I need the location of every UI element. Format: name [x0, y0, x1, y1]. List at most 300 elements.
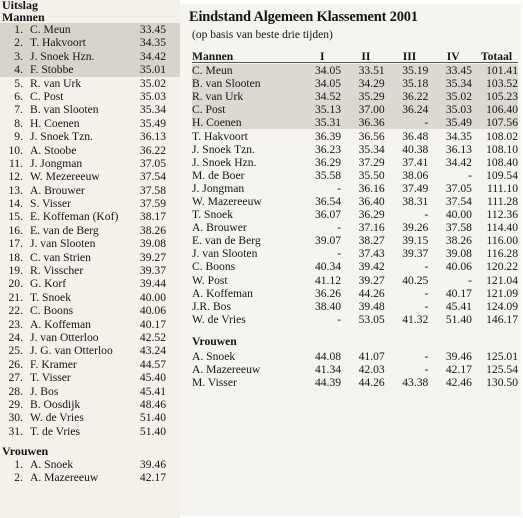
race-time: 44.39 — [314, 376, 342, 390]
race-time: 44.26 — [358, 286, 385, 300]
result-rank: 28. — [8, 384, 23, 398]
list-item — [0, 237, 180, 250]
result-name: C. Meun — [30, 23, 71, 36]
col-header-totaal: Totaal — [480, 49, 513, 63]
list-item — [0, 251, 180, 264]
list-item — [0, 458, 180, 471]
table-row — [192, 274, 518, 287]
race-time: 36.26 — [314, 286, 342, 300]
result-time: 35.02 — [139, 76, 166, 90]
result-time: 44.57 — [139, 357, 166, 371]
race-time: 36.40 — [358, 194, 385, 208]
result-rank: 23. — [8, 317, 23, 331]
athlete-name: A. Snoek — [192, 349, 236, 363]
klassement-subtitle: (op basis van beste drie tijden) — [192, 29, 333, 41]
race-time: 34.52 — [300, 90, 344, 103]
race-time: 42.17 — [445, 363, 472, 377]
result-name: G. Korf — [30, 277, 67, 291]
list-item — [0, 264, 180, 277]
table-row — [192, 247, 518, 260]
race-time: 36.24 — [388, 103, 432, 116]
result-time: 34.42 — [139, 49, 166, 63]
race-time: 39.15 — [402, 234, 429, 248]
women-heading-left: Vrouwen — [2, 444, 49, 459]
table-row — [192, 376, 518, 389]
table-row — [192, 195, 518, 208]
list-item — [0, 385, 180, 398]
result-rank: 27. — [8, 371, 23, 385]
race-time: - — [424, 260, 429, 274]
race-time: 37.58 — [445, 221, 472, 235]
col-header-3: III — [402, 49, 417, 63]
athlete-name: C. Boons — [192, 260, 236, 274]
list-item — [0, 197, 180, 210]
race-time: 33.45 — [431, 64, 475, 77]
col-header-4: IV — [446, 49, 460, 63]
total-time: 125.54 — [486, 363, 518, 377]
women-section-row — [192, 334, 518, 350]
result-rank: 13. — [8, 183, 23, 197]
race-time: 44.26 — [358, 376, 385, 390]
col-header-2: II — [361, 49, 371, 63]
result-rank: 10. — [8, 143, 23, 157]
athlete-name: A. Koffeman — [192, 286, 253, 300]
result-name: E. Koffeman (Kof) — [30, 210, 119, 224]
race-time: - — [337, 221, 342, 235]
race-time: 36.22 — [388, 90, 432, 103]
race-time: - — [337, 181, 342, 195]
athlete-name: J. van Slooten — [192, 247, 258, 261]
result-name: B. van Slooten — [30, 103, 99, 117]
race-time: 36.39 — [314, 129, 342, 143]
col-header-mannen: Mannen — [192, 49, 234, 63]
athlete-name: M. de Boer — [192, 168, 245, 182]
klassement-title: Eindstand Algemeen Klassement 2001 — [189, 9, 418, 25]
total-time: 114.40 — [486, 221, 518, 235]
result-time: 38.17 — [139, 210, 166, 224]
table-row — [192, 221, 518, 234]
athlete-name: A. Mazereeuw — [192, 363, 261, 377]
race-time: - — [424, 299, 429, 313]
list-item — [0, 50, 180, 63]
athlete-name: C. Post — [192, 103, 300, 116]
list-item — [0, 425, 180, 438]
race-time: 37.05 — [445, 181, 472, 195]
list-item — [0, 157, 180, 170]
race-time: 41.07 — [358, 349, 385, 363]
result-rank: 1. — [14, 457, 23, 471]
total-time: 108.02 — [486, 129, 518, 143]
race-time: 51.40 — [445, 312, 472, 326]
table-row — [192, 169, 518, 182]
table-row — [192, 77, 518, 90]
list-item — [0, 331, 180, 344]
table-header-row — [192, 48, 518, 64]
uitslag-heading: Uitslag — [2, 0, 38, 12]
table-row — [192, 182, 518, 195]
result-time: 40.00 — [139, 290, 166, 304]
race-time: 34.42 — [445, 155, 472, 169]
race-time: 39.08 — [445, 247, 472, 261]
result-rank: 14. — [8, 197, 23, 211]
total-time: 146.17 — [486, 312, 518, 326]
race-time: 36.48 — [402, 129, 429, 143]
race-time: 35.34 — [358, 142, 385, 156]
result-time: 39.37 — [139, 264, 166, 278]
result-name: A. Snoek — [30, 457, 74, 471]
result-name: C. Post — [30, 89, 64, 103]
result-name: C. Boons — [30, 304, 74, 318]
race-time: 39.27 — [358, 273, 385, 287]
total-time: 120.22 — [486, 260, 518, 274]
race-time: 34.29 — [344, 77, 388, 90]
result-rank: 12. — [8, 170, 23, 184]
total-time: 121.09 — [486, 286, 518, 300]
race-time: 35.02 — [431, 90, 475, 103]
race-time: 34.05 — [300, 64, 344, 77]
result-name: T. Snoek — [30, 290, 72, 304]
race-time: 34.05 — [300, 77, 344, 90]
race-time: 35.50 — [358, 168, 385, 182]
result-name: A. Stoobe — [30, 143, 77, 157]
total-time: 111.10 — [486, 181, 518, 195]
table-row — [192, 260, 518, 273]
result-rank: 25. — [8, 344, 23, 358]
result-time: 37.59 — [139, 197, 166, 211]
race-time: - — [388, 116, 432, 129]
result-name: T. Hakvoort — [30, 36, 86, 50]
result-rank: 17. — [8, 237, 23, 251]
total-time: 116.00 — [486, 234, 518, 248]
list-item — [0, 224, 180, 237]
race-time: 39.48 — [358, 299, 385, 313]
race-time: 36.56 — [358, 129, 385, 143]
race-time: 43.38 — [402, 376, 429, 390]
result-rank: 4. — [14, 63, 23, 77]
race-time: - — [337, 312, 342, 326]
result-time: 35.01 — [139, 63, 166, 77]
result-name: J. Snoek Hzn. — [30, 49, 95, 63]
result-name: B. Oosdijk — [30, 397, 81, 411]
list-item — [0, 344, 180, 357]
result-rank: 31. — [8, 424, 23, 438]
result-rank: 5. — [14, 76, 23, 90]
athlete-name: H. Coenen — [192, 116, 300, 129]
total-time: 112.36 — [486, 208, 518, 222]
col-header-1: I — [319, 49, 325, 63]
list-item — [0, 77, 180, 90]
race-time: 39.46 — [445, 349, 472, 363]
table-row — [192, 64, 518, 77]
result-rank: 7. — [14, 103, 23, 117]
uitslag-clipping — [0, 0, 180, 518]
result-name: H. Coenen — [30, 116, 80, 130]
total-time: 125.01 — [486, 349, 518, 363]
table-row — [192, 313, 518, 326]
result-rank: 8. — [14, 116, 23, 130]
athlete-name: E. van de Berg — [192, 234, 261, 248]
result-rank: 24. — [8, 330, 23, 344]
table-row — [192, 116, 518, 129]
race-time: 40.38 — [402, 142, 429, 156]
list-item — [0, 471, 180, 484]
athlete-name: J. Jongman — [192, 181, 245, 195]
race-time: 45.41 — [445, 299, 472, 313]
result-rank: 2. — [14, 36, 23, 50]
result-name: F. Kramer — [30, 357, 77, 371]
result-time: 37.58 — [139, 183, 166, 197]
result-name: C. van Strien — [30, 250, 91, 264]
result-rank: 16. — [8, 223, 23, 237]
race-time: - — [468, 168, 472, 182]
list-item — [0, 291, 180, 304]
result-time: 35.34 — [139, 103, 166, 117]
men-heading-left: Mannen — [2, 9, 45, 24]
result-rank: 26. — [8, 357, 23, 371]
total-time: 103.52 — [475, 77, 518, 90]
athlete-name: R. van Urk — [192, 90, 300, 103]
result-time: 51.40 — [139, 424, 166, 438]
athlete-name: M. Visser — [192, 376, 237, 390]
result-time: 38.26 — [139, 223, 166, 237]
list-item — [0, 398, 180, 411]
list-item — [0, 144, 180, 157]
race-time: 41.34 — [314, 363, 342, 377]
race-time: - — [424, 208, 429, 222]
result-time: 51.40 — [139, 411, 166, 425]
athlete-name: J. Snoek Tzn. — [192, 142, 255, 156]
race-time: 41.12 — [314, 273, 342, 287]
race-time: 35.29 — [344, 90, 388, 103]
race-time: 40.17 — [445, 286, 472, 300]
result-name: W. de Vries — [30, 411, 84, 425]
athlete-name: W. Mazereeuw — [192, 194, 262, 208]
athlete-name: W. Post — [192, 273, 228, 287]
list-item — [0, 130, 180, 143]
race-time: 37.49 — [402, 181, 429, 195]
result-time: 36.13 — [139, 130, 166, 144]
race-time: 37.54 — [445, 194, 472, 208]
race-time: - — [424, 286, 429, 300]
list-item — [0, 184, 180, 197]
result-time: 33.45 — [139, 23, 166, 36]
result-rank: 20. — [8, 277, 23, 291]
athlete-name: T. Hakvoort — [192, 129, 248, 143]
race-time: 40.06 — [445, 260, 472, 274]
list-item — [0, 63, 180, 76]
result-time: 39.46 — [139, 457, 166, 471]
result-rank: 6. — [14, 89, 23, 103]
race-time: - — [424, 363, 429, 377]
list-item — [0, 103, 180, 116]
table-row — [192, 350, 518, 363]
race-time: 39.42 — [358, 260, 385, 274]
result-name: S. Visser — [30, 197, 71, 211]
result-rank: 29. — [8, 397, 23, 411]
table-row — [192, 143, 518, 156]
list-item — [0, 318, 180, 331]
race-time: 39.37 — [402, 247, 429, 261]
race-time: 36.13 — [445, 142, 472, 156]
race-time: 38.06 — [402, 168, 429, 182]
list-item — [0, 210, 180, 223]
race-time: 40.00 — [445, 208, 472, 222]
race-time: 36.36 — [344, 116, 388, 129]
result-rank: 3. — [14, 49, 23, 63]
total-time: 116.28 — [486, 247, 518, 261]
result-name: T. Visser — [30, 371, 71, 385]
race-time: 44.08 — [314, 349, 342, 363]
result-time: 45.40 — [139, 371, 166, 385]
total-time: 108.10 — [486, 142, 518, 156]
total-time: 101.41 — [475, 64, 518, 77]
result-rank: 9. — [14, 130, 23, 144]
race-time: 35.19 — [388, 64, 432, 77]
race-time: 38.31 — [402, 194, 429, 208]
race-time: 42.03 — [358, 363, 385, 377]
result-name: J. van Slooten — [30, 237, 96, 251]
race-time: 39.07 — [314, 234, 342, 248]
race-time: 36.29 — [314, 155, 342, 169]
total-time: 109.54 — [486, 168, 518, 182]
race-time: 38.27 — [358, 234, 385, 248]
list-item — [0, 358, 180, 371]
result-name: A. Koffeman — [30, 317, 91, 331]
result-time: 48.46 — [139, 397, 166, 411]
athlete-name: A. Brouwer — [192, 221, 247, 235]
race-time: 53.05 — [358, 312, 385, 326]
result-rank: 21. — [8, 290, 23, 304]
list-item — [0, 277, 180, 290]
result-name: A. Mazereeuw — [30, 471, 99, 484]
race-time: 36.16 — [358, 181, 385, 195]
result-rank: 1. — [14, 23, 23, 36]
race-time: - — [468, 273, 472, 287]
race-time: 36.29 — [358, 208, 385, 222]
race-time: 35.18 — [388, 77, 432, 90]
result-name: J. G. van Otterloo — [30, 344, 113, 358]
klassement-table — [192, 48, 518, 389]
race-time: 37.43 — [358, 247, 385, 261]
result-time: 35.49 — [139, 116, 166, 130]
race-time: 38.40 — [314, 299, 342, 313]
total-time: 130.50 — [486, 376, 518, 390]
table-row — [192, 156, 518, 169]
result-time: 37.05 — [139, 156, 166, 170]
race-time: 37.29 — [358, 155, 385, 169]
result-rank: 30. — [8, 411, 23, 425]
result-name: F. Stobbe — [30, 63, 74, 77]
table-row — [192, 208, 518, 221]
race-time: - — [337, 247, 342, 261]
total-time: 124.09 — [486, 299, 518, 313]
result-name: R. van Urk — [30, 76, 82, 90]
total-time: 108.40 — [486, 155, 518, 169]
result-time: 39.44 — [139, 277, 166, 291]
race-time: - — [424, 349, 429, 363]
total-time: 111.28 — [486, 194, 518, 208]
race-time: 36.54 — [314, 194, 342, 208]
result-time: 42.17 — [139, 471, 166, 484]
race-time: 36.07 — [314, 208, 342, 222]
race-time: 42.46 — [445, 376, 472, 390]
result-time: 34.35 — [139, 36, 166, 50]
result-rank: 18. — [8, 250, 23, 264]
list-item — [0, 36, 180, 49]
result-time: 39.27 — [139, 250, 166, 264]
list-item — [0, 90, 180, 103]
women-results-list — [0, 458, 180, 485]
race-time: 37.16 — [358, 221, 385, 235]
race-time: 35.58 — [314, 168, 342, 182]
result-rank: 11. — [8, 156, 23, 170]
race-time: 38.26 — [445, 234, 472, 248]
result-name: A. Brouwer — [30, 183, 85, 197]
race-time: 36.23 — [314, 142, 342, 156]
table-row — [192, 234, 518, 247]
table-row — [192, 129, 518, 142]
klassement-clipping — [180, 4, 521, 516]
result-rank: 15. — [8, 210, 23, 224]
total-time: 106.40 — [475, 103, 518, 116]
result-time: 35.03 — [139, 89, 166, 103]
table-row — [192, 300, 518, 313]
result-rank: 2. — [14, 471, 23, 484]
result-name: R. Visscher — [30, 264, 84, 278]
result-time: 36.22 — [139, 143, 166, 157]
list-item — [0, 170, 180, 183]
table-row — [192, 287, 518, 300]
table-row — [192, 103, 518, 116]
women-heading-right: Vrouwen — [192, 335, 237, 349]
result-name: T. de Vries — [30, 424, 81, 438]
list-item — [0, 371, 180, 384]
men-results-list — [0, 23, 180, 438]
list-item — [0, 411, 180, 424]
table-row — [192, 90, 518, 103]
race-time: 40.34 — [314, 260, 342, 274]
athlete-name: C. Meun — [192, 64, 300, 77]
result-name: E. van de Berg — [30, 223, 99, 237]
race-time: 35.34 — [431, 77, 475, 90]
result-time: 45.41 — [139, 384, 166, 398]
result-name: J. Bos — [30, 384, 59, 398]
race-time: 37.00 — [344, 103, 388, 116]
race-time: 33.51 — [344, 64, 388, 77]
race-time: 35.13 — [300, 103, 344, 116]
list-item — [0, 117, 180, 130]
list-item — [0, 304, 180, 317]
result-rank: 22. — [8, 304, 23, 318]
athlete-name: T. Snoek — [192, 208, 234, 222]
list-item — [0, 23, 180, 36]
race-time: 35.03 — [431, 103, 475, 116]
total-time: 107.56 — [475, 116, 518, 129]
race-time: 40.25 — [402, 273, 429, 287]
race-time: 34.35 — [445, 129, 472, 143]
race-time: 35.49 — [431, 116, 475, 129]
race-time: 41.32 — [402, 312, 429, 326]
race-time: 39.26 — [402, 221, 429, 235]
result-name: J. Jongman — [30, 156, 83, 170]
result-time: 43.24 — [139, 344, 166, 358]
result-time: 37.54 — [139, 170, 166, 184]
athlete-name: W. de Vries — [192, 312, 246, 326]
total-time: 121.04 — [486, 273, 518, 287]
result-name: J. Snoek Tzn. — [30, 130, 93, 144]
result-name: W. Mezereeuw — [30, 170, 100, 184]
total-time: 105.23 — [475, 90, 518, 103]
